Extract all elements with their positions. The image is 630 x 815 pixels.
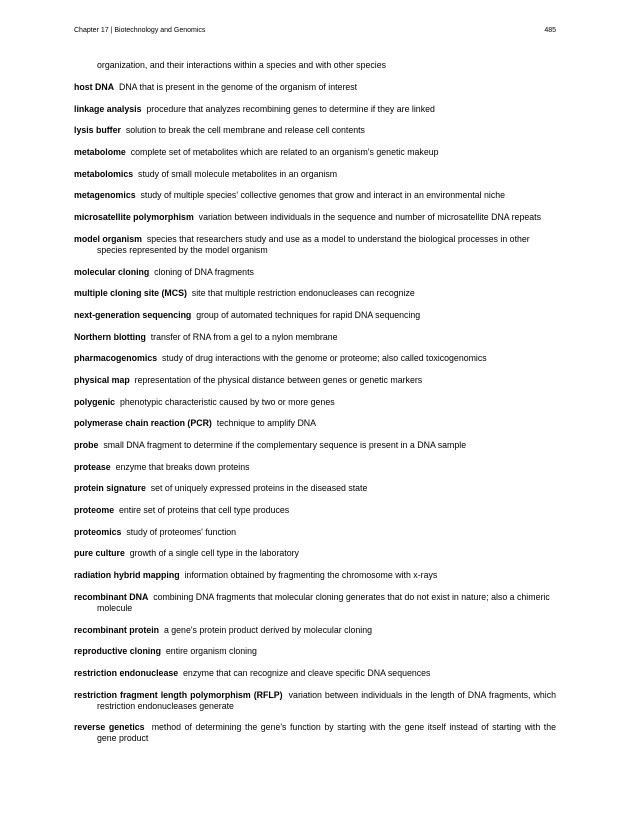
glossary-entry (74, 690, 556, 712)
glossary-entry (74, 288, 556, 299)
glossary-definition: variation between individuals in the sequence and number of microsatellite DNA repeats (198, 212, 541, 223)
glossary-entry (74, 82, 556, 93)
glossary-term: polymerase chain reaction (PCR) (74, 418, 212, 429)
glossary-term: host DNA (74, 82, 115, 92)
page-header (74, 27, 556, 37)
glossary-term: recombinant protein (74, 624, 160, 635)
glossary-definition: representation of the physical distance between genes or genetic markers (134, 374, 423, 385)
glossary-entry (74, 397, 556, 408)
glossary-definition: cloning of DNA fragments (154, 266, 254, 277)
glossary-definition: variation between individuals in the length of DNA fragments, which restriction endonucleases generate (97, 689, 556, 711)
glossary-definition: group of automated techniques for rapid DNA sequencing (196, 309, 421, 320)
glossary-entry (74, 190, 556, 201)
glossary-term: pure culture (74, 548, 125, 559)
chapter-title: Chapter 17 | Biotechnology and Genomics (74, 27, 206, 34)
glossary-term: Northern blotting (74, 331, 146, 342)
glossary-term: pharmacogenomics (74, 353, 158, 364)
glossary-entry (74, 234, 556, 256)
glossary-entry (74, 375, 556, 386)
glossary-definition: entire organism cloning (165, 646, 257, 657)
glossary-entry (74, 570, 556, 581)
glossary-entry (74, 527, 556, 538)
glossary-definition: study of small molecule metabolites in an organism (138, 168, 338, 179)
glossary-definition: solution to break the cell membrane and release cell contents (125, 125, 365, 136)
glossary-entry (74, 483, 556, 494)
glossary-term: restriction endonuclease (74, 667, 179, 678)
glossary-entry (74, 418, 556, 429)
glossary-list (74, 82, 556, 755)
glossary-definition: set of uniquely expressed proteins in the diseased state (150, 483, 368, 494)
glossary-term: polygenic (74, 396, 116, 407)
glossary-entry (74, 548, 556, 559)
glossary-term: proteomics (74, 526, 122, 537)
glossary-definition: phenotypic characteristic caused by two or more genes (119, 396, 335, 407)
glossary-entry (74, 332, 556, 343)
glossary-definition: combining DNA fragments that molecular cloning generates that do not exist in nature; also a chimeric molecule (97, 591, 550, 613)
glossary-definition: site that multiple restriction endonucleases can recognize (191, 288, 415, 299)
glossary-term: next-generation sequencing (74, 309, 192, 320)
glossary-term: metabolomics (74, 168, 134, 179)
glossary-term: model organism (74, 233, 142, 244)
glossary-definition: DNA that is present in the genome of the organism of interest (118, 82, 358, 92)
glossary-definition: transfer of RNA from a gel to a nylon membrane (150, 331, 338, 342)
glossary-entry (74, 147, 556, 158)
glossary-term: metabolome (74, 147, 126, 158)
glossary-entry (74, 169, 556, 180)
glossary-entry (74, 125, 556, 136)
glossary-definition: procedure that analyzes recombining genes to determine if they are linked (146, 103, 435, 114)
glossary-definition: enzyme that breaks down proteins (115, 461, 250, 472)
glossary-term: protein signature (74, 483, 146, 494)
continued-definition: organization, and their interactions within a species and with other species (97, 60, 386, 70)
glossary-definition: a gene's protein product derived by molecular cloning (163, 624, 372, 635)
glossary-entry (74, 212, 556, 223)
glossary-term: restriction fragment length polymorphism (RFLP) (74, 689, 283, 700)
glossary-definition: study of drug interactions with the genome or proteome; also called toxicogenomics (162, 353, 487, 364)
glossary-entry (74, 353, 556, 364)
glossary-definition: enzyme that can recognize and cleave specific DNA sequences (183, 667, 431, 678)
glossary-entry (74, 592, 556, 614)
glossary-term: reverse genetics (74, 722, 145, 733)
glossary-definition: study of proteomes' function (126, 526, 237, 537)
glossary-entry (74, 310, 556, 321)
glossary-term: metagenomics (74, 190, 136, 201)
glossary-term: radiation hybrid mapping (74, 570, 180, 581)
glossary-term: protease (74, 461, 111, 472)
glossary-term: microsatellite polymorphism (74, 212, 194, 223)
glossary-definition: complete set of metabolites which are related to an organism's genetic makeup (130, 147, 439, 158)
glossary-definition: small DNA fragment to determine if the complementary sequence is present in a DNA sample (103, 440, 467, 450)
glossary-entry (74, 722, 556, 744)
glossary-entry (74, 267, 556, 278)
glossary-entry (74, 625, 556, 636)
glossary-definition: entire set of proteins that cell type produces (118, 505, 290, 516)
glossary-term: lysis buffer (74, 125, 121, 136)
glossary-term: multiple cloning site (MCS) (74, 288, 187, 299)
glossary-term: reproductive cloning (74, 646, 162, 657)
glossary-entry (74, 104, 556, 115)
glossary-entry (74, 505, 556, 516)
glossary-term: probe (74, 440, 99, 450)
glossary-term: proteome (74, 505, 115, 516)
glossary-term: recombinant DNA (74, 591, 149, 602)
glossary-entry (74, 440, 556, 451)
glossary-term: molecular cloning (74, 266, 150, 277)
glossary-definition: study of multiple species' collective genomes that grow and interact in an environmental niche (140, 190, 506, 201)
glossary-term: physical map (74, 374, 130, 385)
glossary-definition: technique to amplify DNA (216, 418, 317, 429)
glossary-definition: method of determining the gene's function by starting with the gene itself instead of starting with the gene product (97, 722, 557, 744)
glossary-definition: growth of a single cell type in the laboratory (129, 548, 299, 559)
glossary-definition: species that researchers study and use as a model to understand the biological processes in other species represented by the model organism (97, 233, 530, 255)
glossary-term: linkage analysis (74, 103, 142, 114)
glossary-entry (74, 462, 556, 473)
page-number: 485 (544, 27, 556, 34)
glossary-entry (74, 668, 556, 679)
glossary-definition: information obtained by fragmenting the chromosome with x-rays (184, 570, 438, 581)
glossary-entry (74, 646, 556, 657)
